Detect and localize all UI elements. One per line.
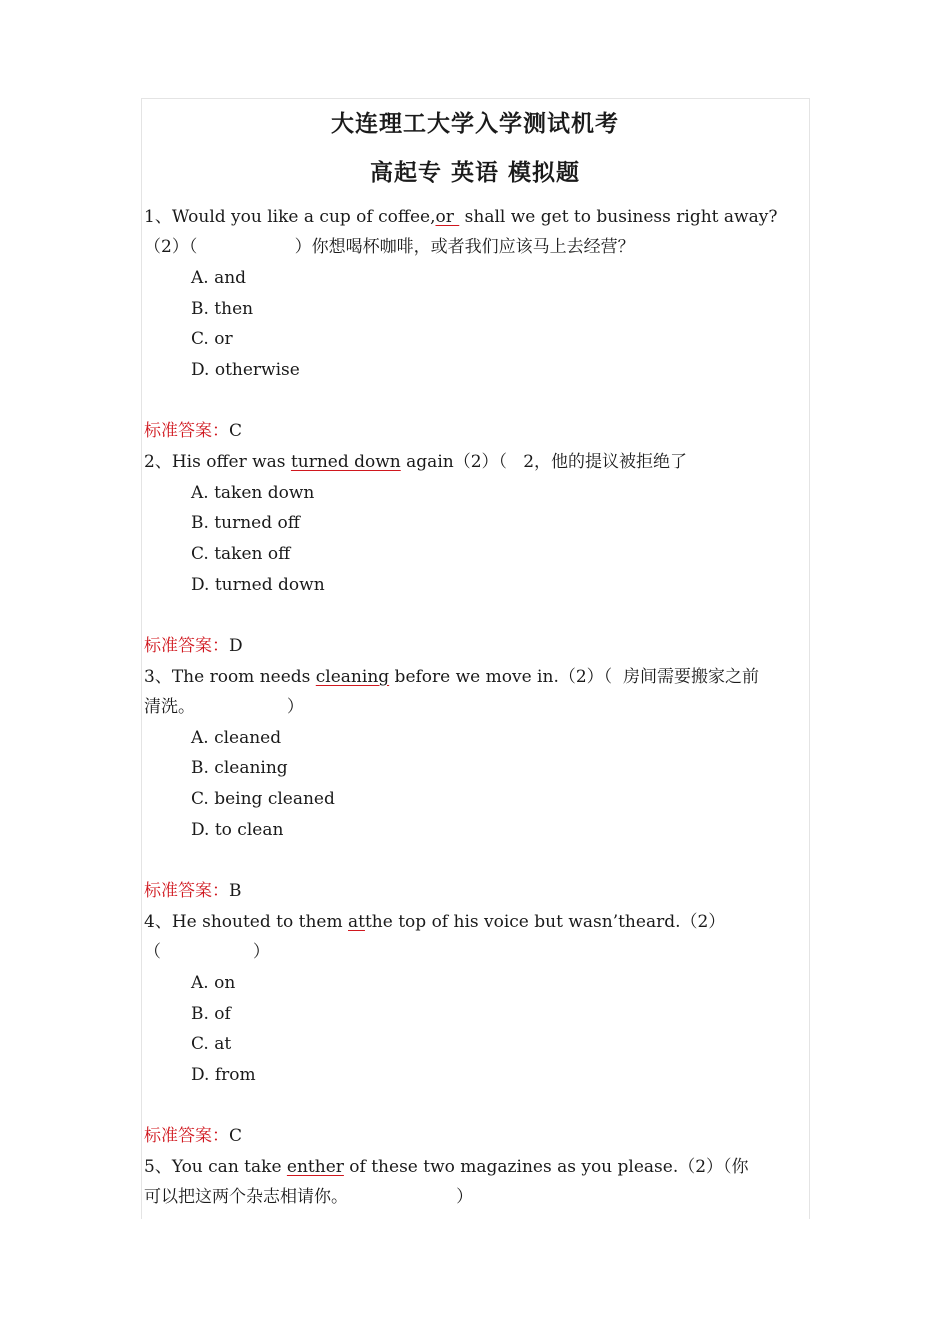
answer-value: C [229,421,243,441]
option-a: A. and [191,268,247,288]
underlined-word: or [435,207,460,227]
document-title: 大连理工大学入学测试机考 [331,110,619,137]
question-3 [144,666,759,688]
question-text: before we move in.（2）（ 房间需要搬家之前 [389,667,759,687]
question-3-line-2: 清洗。 ） [144,697,304,717]
underlined-word: enther [286,1157,344,1177]
option-b: B. of [191,1004,231,1024]
question-number: 2、 [144,452,172,472]
option-d: D. from [191,1065,256,1085]
option-c: C. or [191,329,233,349]
answer-value: D [229,636,243,656]
question-1 [144,206,777,228]
option-c: C. at [191,1034,232,1054]
option-d: D. otherwise [191,360,300,380]
question-text: His offer was [171,452,291,472]
answer-value: C [229,1126,243,1146]
question-2 [144,451,687,473]
option-b: B. cleaning [191,758,288,778]
answer-3 [144,880,242,902]
question-text: He shouted to them [171,912,348,932]
option-c: C. being cleaned [191,789,335,809]
answer-label: 标准答案： [144,1126,229,1146]
question-text: the top of his voice but wasn’theard.（2） [364,912,726,932]
option-d: D. turned down [191,575,325,595]
option-a: A. on [191,973,236,993]
answer-label: 标准答案： [144,881,229,901]
option-b: B. turned off [191,513,300,533]
question-5-line-2: 可以把这两个杂志相请你。 ） [144,1187,474,1207]
question-number: 3、 [144,667,172,687]
option-a: A. taken down [191,483,315,503]
question-text: You can take [171,1157,287,1177]
option-a: A. cleaned [191,728,282,748]
question-text: shall we get to business right away? [459,207,778,227]
answer-label: 标准答案： [144,636,229,656]
question-text: Would you like a cup of coffee, [171,207,436,227]
question-number: 4、 [144,912,172,932]
document-subtitle: 高起专 英语 模拟题 [369,159,580,186]
question-text: The room needs [171,667,316,687]
underlined-word: at [348,912,365,932]
answer-4 [144,1125,242,1147]
answer-1 [144,420,242,442]
question-5 [144,1156,749,1178]
answer-label: 标准答案： [144,421,229,441]
question-4-line-2: （ ） [144,942,270,962]
question-text: of these two magazines as you please.（2）（你 [343,1157,749,1177]
question-1-line-2: （2）（ ）你想喝杯咖啡，或者我们应该马上去经营？ [144,237,635,257]
question-number: 5、 [144,1157,172,1177]
answer-value: B [229,881,242,901]
option-c: C. taken off [191,544,291,564]
underlined-word: cleaning [315,667,390,687]
underlined-word: turned down [290,452,401,472]
question-4 [144,911,725,933]
option-d: D. to clean [191,820,284,840]
option-b: B. then [191,299,254,319]
question-number: 1、 [144,207,172,227]
answer-2 [144,635,243,657]
question-text: again（2）（ 2，他的提议被拒绝了 [400,452,688,472]
